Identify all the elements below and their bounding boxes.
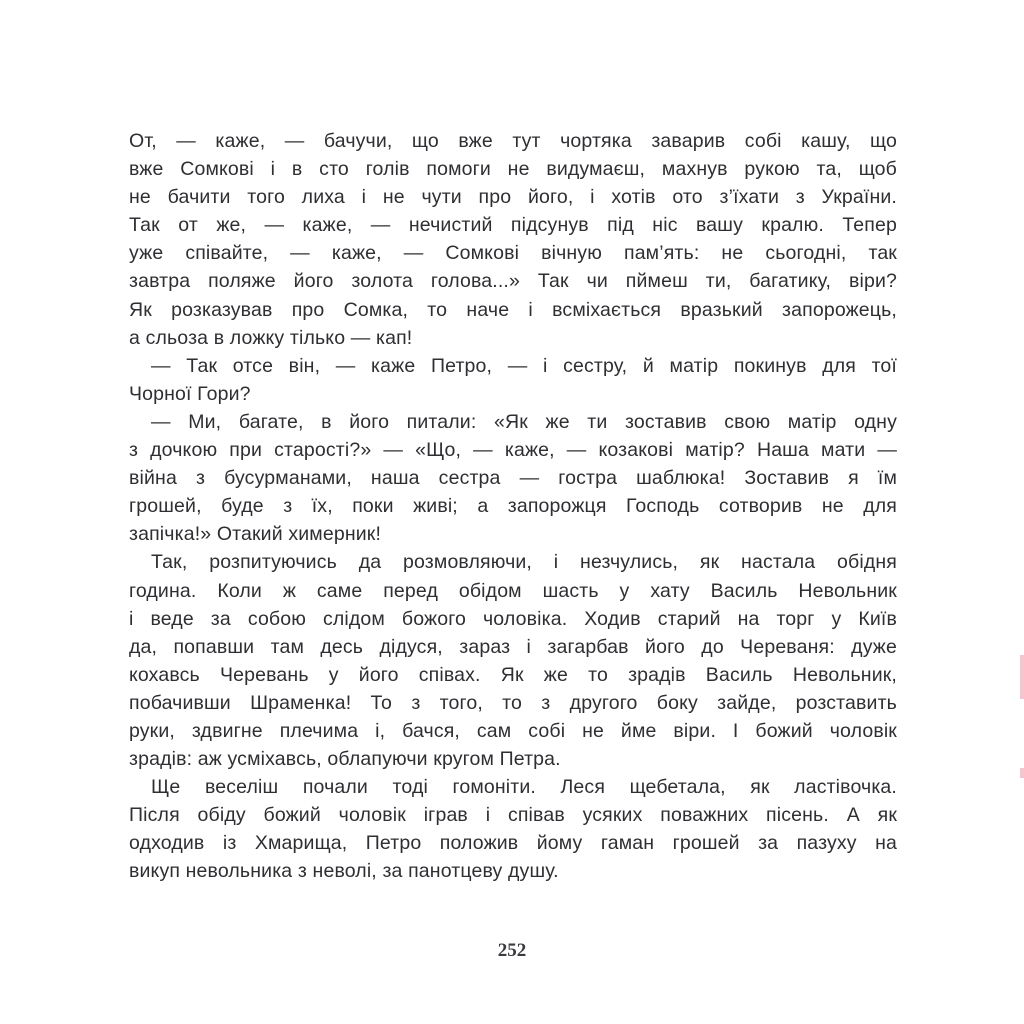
text-line: з дочкою при старості?» — «Що, — каже, — козакові матір? Наша мати — bbox=[129, 439, 897, 462]
text-line: одходив із Хмарища, Петро положив йому гаман грошей за пазуху на bbox=[129, 832, 897, 855]
text-line: уже співайте, — каже, — Сомкові вічную пам’ять: не сьогодні, так bbox=[129, 242, 897, 265]
text-line: Так, розпитуючись да розмовляючи, і незчулись, як настала обідня bbox=[151, 551, 897, 574]
page-number: 252 bbox=[497, 940, 527, 961]
text-line: зрадів: аж усміхавсь, облапуючи кругом Петра. bbox=[129, 748, 561, 771]
text-line: Ще веселіш почали тоді гомоніти. Леся щебетала, як ластівочка. bbox=[151, 776, 897, 799]
text-line: Після обіду божий чоловік іграв і співав усяких поважних пісень. А як bbox=[129, 804, 897, 827]
text-line: побачивши Шраменка! То з того, то з другого боку зайде, розставить bbox=[129, 691, 897, 714]
text-line: вже Сомкові і в сто голів помоги не видумаєш, махнув рукою та, щоб bbox=[129, 158, 897, 181]
edge-bookmark-mark bbox=[1020, 655, 1024, 699]
edge-tick-mark bbox=[1020, 768, 1024, 778]
text-line: не бачити того лиха і не чути про його, і хотів ото з’їхати з України. bbox=[129, 186, 897, 209]
text-line: і веде за собою слідом божого чоловіка. Ходив старий на торг у Київ bbox=[129, 607, 897, 630]
text-line: війна з бусурманами, наша сестра — гостра шаблюка! Зоставив я їм bbox=[129, 467, 897, 490]
text-line: руки, здвигне плечима і, бачся, сам собі не йме віри. І божий чоловік bbox=[129, 719, 897, 742]
text-line: Чорної Гори? bbox=[129, 382, 251, 405]
text-line: да, попавши там десь дідуся, зараз і загарбав його до Череваня: дуже bbox=[129, 635, 897, 658]
text-line: завтра поляже його золота голова...» Так чи пймеш ти, багатику, віри? bbox=[129, 270, 897, 293]
text-line: Так от же, — каже, — нечистий підсунув під ніс вашу кралю. Тепер bbox=[129, 214, 897, 237]
text-line: година. Коли ж саме перед обідом шасть у хату Василь Невольник bbox=[129, 579, 897, 602]
text-line: Як розказував про Сомка, то наче і всміхається вразький запорожець, bbox=[129, 298, 897, 321]
text-line: а сльоза в ложку тілько — кап! bbox=[129, 326, 413, 349]
page-text bbox=[129, 127, 897, 886]
text-line: От, — каже, — бачучи, що вже тут чортяка заварив собі кашу, що bbox=[129, 130, 897, 152]
text-line: — Ми, багате, в його питали: «Як же ти зоставив свою матір одну bbox=[151, 410, 897, 433]
text-line: викуп невольника з неволі, за панотцеву душу. bbox=[129, 860, 559, 883]
text-line: грошей, буде з їх, поки живі; а запорожця Господь сотворив не для bbox=[129, 495, 897, 518]
text-line: кохавсь Черевань у його співах. Як же то зрадів Василь Невольник, bbox=[129, 663, 897, 686]
text-line: — Так отсе він, — каже Петро, — і сестру, й матір покинув для тої bbox=[151, 354, 897, 377]
text-line: запічка!» Отакий химерник! bbox=[129, 523, 382, 546]
